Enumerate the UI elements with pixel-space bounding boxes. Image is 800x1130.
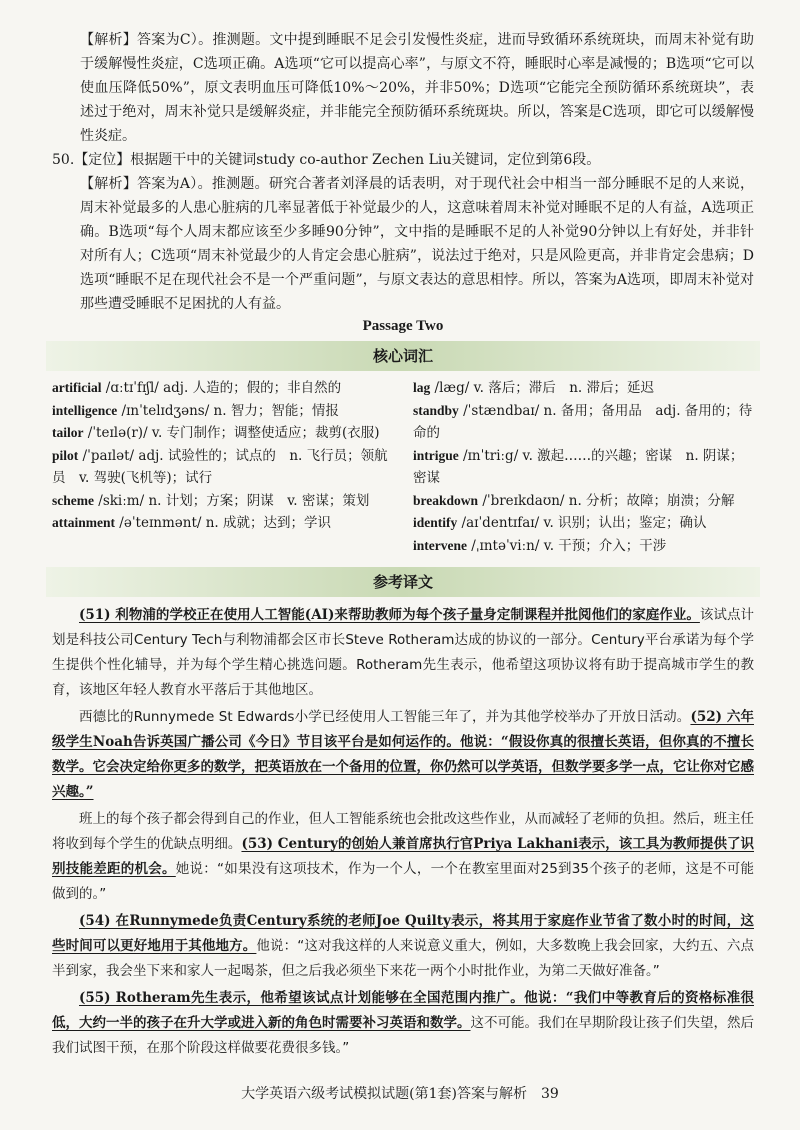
vocab-entry <box>52 377 393 400</box>
vocab-definition: /ˈteɪlə(r)/ v. 专门制作；调整使适应；裁剪(衣服) <box>83 425 380 441</box>
vocab-definition: /ɪnˈtelɪdʒəns/ n. 智力；智能；情报 <box>117 402 339 419</box>
vocab-entry <box>413 512 754 535</box>
vocab-word: lag <box>413 380 431 395</box>
vocab-definition: /ˌɪntəˈviːn/ v. 干预；介入；干涉 <box>466 537 667 554</box>
vocab-definition: /ɪnˈtriːg/ v. 激起……的兴趣；密谋 n. 阴谋；密谋 <box>413 447 744 486</box>
vocab-right-column <box>413 377 754 557</box>
trans-53-pre: 班上的每个孩子都会得到自己的作业，但人工智能系统也会批改这些作业，从而减轻了老师的负担。然后，班主任将收到每个学生的优缺点明细。 <box>52 811 754 852</box>
trans-54-rest: 他说：“这对我这样的人来说意义重大，例如，大多数晚上我会回家，大约五、六点半到家，我会坐下来和家人一起喝茶，但之后我必须坐下来花一两个小时批作业，为第二天做好准备。” <box>52 938 755 979</box>
trans-51-highlight: (51) 利物浦的学校正在使用人工智能(AI)来帮助教师为每个孩子量身定制课程并批阅他们的家庭作业。 <box>79 607 700 623</box>
passage-title: Passage Two <box>362 318 444 334</box>
vocab-entry <box>52 422 393 445</box>
vocab-entry <box>413 377 754 400</box>
q50-number: 50. <box>52 152 75 168</box>
q49-analysis: 【解析】答案为C）。推测题。文中提到睡眠不足会引发慢性炎症，进而导致循环系统斑块，而周末补觉有助于缓解慢性炎症，C选项正确。A选项“它可以提高心率”，与原文不符，睡眠时心率是减慢的；B选项“它可以使血压降低50%”，原文表明血压可降低10%～20%，并非50%；D选项“它能完全预防循环系统斑块”，表述过于绝对，周末补觉只是缓解炎症，并非能完全预防循环系统斑块。所以，答案是C选项，即它可以缓解慢性炎症。 <box>80 32 754 144</box>
trans-53-highlight: (53) Century的创始人兼首席执行官Priya Lakhani表示，该工具为教师提供了识别技能差距的机会。 <box>52 836 755 877</box>
vocab-definition: /læg/ v. 落后；滞后 n. 滞后；延迟 <box>430 380 654 396</box>
q50-locate: 【定位】根据题干中的关键词study co-author Zechen Liu关键词，定位到第6段。 <box>74 152 601 168</box>
page-footer: 大学英语六级考试模拟试题(第1套)答案与解析 39 <box>241 1086 559 1102</box>
vocab-entry <box>52 400 393 423</box>
vocab-entry <box>413 535 754 558</box>
vocab-entry <box>52 490 393 513</box>
trans-para-54 <box>52 909 754 984</box>
trans-para-53 <box>52 807 754 907</box>
vocab-definition: /ˈpaɪlət/ adj. 试验性的；试点的 n. 飞行员；领航员 v. 驾驶(飞机等)；试行 <box>52 447 388 486</box>
vocab-table <box>52 377 754 557</box>
vocab-left-column <box>52 377 393 557</box>
vocab-word: intrigue <box>413 447 459 463</box>
vocab-word: breakdown <box>413 492 479 508</box>
vocab-heading: 核心词汇 <box>46 341 760 371</box>
trans-para-55 <box>52 986 754 1061</box>
trans-55-highlight: (55) Rotheram先生表示，他希望该试点计划能够在全国范围内推广。他说：“我们中等教育后的资格标准很低，大约一半的孩子在升大学或进入新的角色时需要补习英语和数学。 <box>52 990 754 1031</box>
vocab-word: identify <box>413 515 458 530</box>
vocab-entry <box>413 490 754 513</box>
vocab-word: standby <box>413 402 459 418</box>
translation-body <box>52 603 754 1061</box>
vocab-definition: /əˈteɪnmənt/ n. 成就；达到；学识 <box>115 515 331 531</box>
trans-52-highlight: (52) 六年级学生Noah告诉英国广播公司《今日》节目该平台是如何运作的。他说：“假设你真的很擅长英语，但你真的不擅长数学。它会决定给你更多的数学，把英语放在一个备用的位置，你仍然可以学英语，但数学要多学一点，它让你对它感兴趣。” <box>52 709 754 800</box>
vocab-entry <box>52 512 393 535</box>
trans-para-51 <box>52 603 754 703</box>
vocab-entry <box>413 445 754 490</box>
vocab-entry <box>413 400 754 445</box>
vocab-word: tailor <box>52 425 84 440</box>
trans-53-rest: 她说：“如果没有这项技术，作为一个人，一个在教室里面对25到35个孩子的老师，这是不可能做到的。” <box>52 861 754 902</box>
translation-heading: 参考译文 <box>46 567 760 597</box>
trans-52-pre: 西德比的Runnymede St Edwards小学已经使用人工智能三年了，并为其他学校举办了开放日活动。 <box>79 709 691 725</box>
vocab-definition: /aɪˈdentɪfaɪ/ v. 识别；认出；鉴定；确认 <box>457 515 707 531</box>
vocab-definition: /ˈstændbaɪ/ n. 备用；备用品 adj. 备用的；待命的 <box>413 402 753 441</box>
vocab-word: pilot <box>52 447 79 463</box>
trans-51-rest: 该试点计划是科技公司Century Tech与利物浦都会区市长Steve Rotheram达成的协议的一部分。Century平台承诺为每个学生提供个性化辅导，并为每个学生精心挑选问题。Rotheram先生表示，他希望这项协议将有助于提高城市学生的教育，该地区年轻人教育水平落后于其他地区。 <box>52 607 755 698</box>
vocab-definition: /ɑːtɪˈfɪʃl/ adj. 人造的；假的；非自然的 <box>101 380 342 396</box>
trans-54-highlight: (54) 在Runnymede负责Century系统的老师Joe Quilty表示，将其用于家庭作业节省了数小时的时间，这些时间可以更好地用于其他地方。 <box>52 913 754 954</box>
vocab-definition: /ˈbreɪkdaʊn/ n. 分析；故障；崩溃；分解 <box>478 492 735 509</box>
vocab-word: artificial <box>52 380 102 395</box>
vocab-word: intervene <box>413 537 467 553</box>
trans-55-rest: 这不可能。我们在早期阶段让孩子们失望，然后我们试图干预，在那个阶段这样做要花费很多钱。” <box>52 1015 754 1056</box>
q50-block <box>52 148 754 316</box>
vocab-entry <box>52 445 393 490</box>
q50-analysis: 【解析】答案为A）。推测题。研究合著者刘泽晨的话表明，对于现代社会中相当一部分睡眠不足的人来说，周末补觉最多的人患心脏病的几率显著低于补觉最少的人，这意味着周末补觉对睡眠不足的人有益，A选项正确。B选项“每个人周末都应该至少多睡90分钟”，文中指的是睡眠不足的人补觉90分钟以上有好处，并非针对所有人；C选项“周末补觉最少的人肯定会患心脏病”，说法过于绝对，只是风险更高，并非肯定会患病；D选项“睡眠不足在现代社会不是一个严重问题”，与原文表达的意思相悖。所以，答案为A选项，即周末补觉对那些遭受睡眠不足困扰的人有益。 <box>80 176 754 312</box>
vocab-definition: /skiːm/ n. 计划；方案；阴谋 v. 密谋；策划 <box>93 492 370 509</box>
vocab-word: attainment <box>52 515 115 530</box>
vocab-word: scheme <box>52 492 94 508</box>
q50-locate-line <box>52 148 754 172</box>
vocab-word: intelligence <box>52 402 118 418</box>
trans-para-52 <box>52 705 754 805</box>
